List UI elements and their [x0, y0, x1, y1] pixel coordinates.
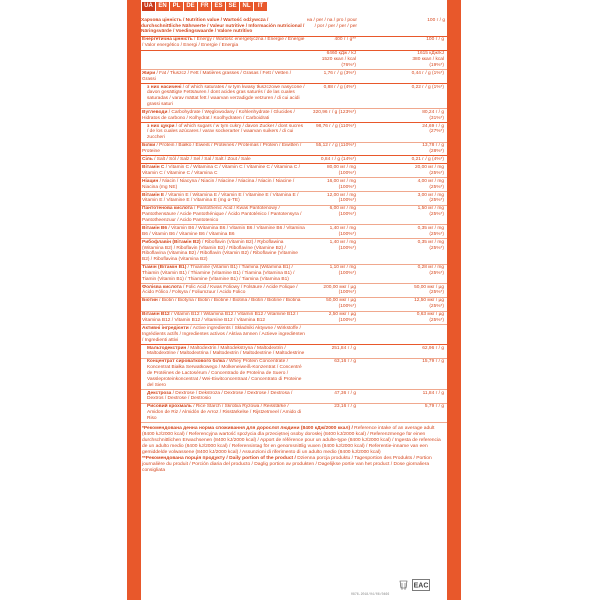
- language-tab-fr[interactable]: FR: [198, 2, 211, 11]
- value-per-100g: 4,00 мг / mg (25%*): [417, 178, 444, 190]
- value-per-serving: 12,00 мг / mg (100%*): [326, 192, 356, 204]
- nutrition-row: [141, 84, 447, 109]
- value-per-100g: 0,35 мг / mg (25%*): [417, 225, 444, 237]
- value-per-serving: [306, 325, 357, 344]
- language-tab-pl[interactable]: PL: [170, 2, 183, 11]
- value-per-serving: 1,76 г / g (3%*): [323, 70, 356, 76]
- value-per-100g: 0,28 мг / mg (25%*): [417, 265, 444, 276]
- footnote-daily-portion: [142, 456, 446, 474]
- nutrient-name: з них насичені / of which saturates / w tym kwasy tłuszczowe nasycone / davon gesättigte Fettsäuren / dont acides gras saturés / de las cuales saturadas / varav mättat fett / waarvan verzadigde vetzuren / di cui acidi grassi saturi: [147, 84, 305, 107]
- language-tab-se[interactable]: SE: [226, 2, 239, 11]
- language-tab-de[interactable]: DE: [184, 2, 197, 11]
- value-per-100g: 15,79 г / g: [422, 359, 444, 365]
- nutrition-panel: [141, 0, 447, 600]
- value-per-serving: 1,10 мг / mg (100%*): [329, 265, 356, 276]
- footnote-portion-text: Dzienna porcja produktu / Tagesportion des Produkts / Portion journalière du produit / Porción diaria del producto / Daglig portion av produkten / Dagelijkse portie van het product / Dose giornaliera consigliata: [142, 455, 432, 473]
- value-spacer: [357, 239, 409, 263]
- value-per-100g: 13,78 г / g (28%*): [422, 143, 444, 155]
- nutrient-name: Біотин / Biotin / Biotyna / Biotin / Biotine / Biotina / Biotin / Biotine / Biotina: [142, 298, 301, 304]
- value-per-100g: 80,24 г / g (31%*): [422, 109, 444, 121]
- value-per-100g: 0,63 мкг / µg (25%*): [416, 312, 444, 324]
- nutrition-row: [141, 109, 447, 123]
- nutrient-name: Сіль / Salt / Sól / Salz / Sel / Sal / Salt / Zout / Sale: [142, 157, 251, 163]
- nutrition-row: [141, 70, 447, 84]
- nutrition-row: [141, 206, 447, 226]
- value-per-serving: 2,50 мкг / µg (100%*): [328, 312, 356, 324]
- bottom-marks: [141, 566, 447, 600]
- footnotes: [141, 423, 447, 473]
- nutrient-name: Ніацин / Niacin / Niacyna / Niacin / Niacine / Niacina / Niacin / Niacine / Niacina (mg NE): [142, 178, 295, 190]
- value-per-100g: 0,35 мг / mg (25%*): [417, 239, 444, 251]
- value-per-100g: 0,21 г / g (4%*): [411, 157, 444, 163]
- nutrition-row: [141, 239, 447, 264]
- value-per-serving: 400 г / g**: [334, 37, 356, 43]
- nutrition-row: [141, 390, 447, 404]
- header-per-100: 100 г / g: [427, 18, 445, 23]
- nutrient-name: [141, 51, 306, 70]
- language-tab-nl[interactable]: NL: [240, 2, 253, 11]
- value-per-serving: 200,00 мкг / µg (100%*): [323, 284, 356, 296]
- food-safe-icon: [399, 580, 408, 593]
- nutrition-rows: [141, 37, 447, 424]
- value-per-serving: 320,96 г / g (123%*): [312, 109, 356, 115]
- language-tab-ua[interactable]: UA: [142, 2, 155, 11]
- footnote-reference-intake: [142, 426, 446, 456]
- value-spacer: [357, 70, 409, 83]
- value-per-100g: 20,00 мг / mg (25%*): [414, 165, 444, 176]
- nutrition-row: [141, 265, 447, 285]
- value-per-serving: 63,16 г / g: [334, 359, 356, 365]
- nutrition-row: [141, 284, 447, 298]
- nutrient-name: Вітамін В6 / Vitamin B6 / Witamina B6 / Vitamin B6 / Vitamine B6 / Vitamina B6 / Vitamin B6 / Vitamine B6 / Vitamina B6: [142, 225, 305, 237]
- value-per-100g: 11,84 г / g: [422, 390, 444, 396]
- value-per-serving: 23,16 г / g: [334, 404, 356, 410]
- value-spacer: [357, 143, 409, 156]
- value-per-serving: 80,00 мг / mg (100%*): [326, 165, 356, 176]
- nutrition-row: [141, 164, 447, 178]
- footnote-portion-bold: **Рекомендована порція продукту / Daily portion of the product /: [142, 455, 296, 461]
- nutrient-name: Жири / Fat / Tłuszcz / Fett / Matières grasses / Grasas / Fett / Vetten / Grassi: [142, 70, 292, 82]
- value-spacer: [357, 123, 409, 142]
- value-per-serving: 0,88 г / g (4%*): [323, 84, 356, 90]
- nutrient-name: Вітамін В12 / Vitamin B12 / Witamina B12 / Vitamin B12 / Vitamine B12 / Vitamina B12 / Vitamin B12 / Vitamine B12 / Vitamina B12: [142, 312, 299, 324]
- right-border-stripe: [447, 0, 461, 600]
- value-spacer: [357, 284, 409, 297]
- value-spacer: [357, 156, 409, 163]
- language-tab-en[interactable]: EN: [156, 2, 169, 11]
- nutrient-name: з них цукри / of which sugars / w tym cukry / davon Zucker / dont sucres / de los cuales azúcares / varav sockerarter / waarvan suikers / di cui zuccheri: [147, 123, 303, 141]
- value-spacer: [357, 164, 409, 177]
- value-spacer: [357, 84, 409, 108]
- nutrition-row: [141, 37, 447, 51]
- value-spacer: [357, 359, 409, 389]
- value-per-serving: 98,76 г / g (110%*): [315, 123, 356, 129]
- value-per-100g: 62,96 г / g: [422, 345, 444, 351]
- nutrition-row: [141, 192, 447, 206]
- nutrient-name: Рибофлавін (Вітамін В2) / Riboflavin (Vitamin B2) / Ryboflawina (Witamina B2) / Riboflavin (Vitamin B2) / Riboflavine (Vitamine B2) / Riboflavina (Vitamina B2) / Riboflavin (Vitamin B2) / Riboflavine (Vitamine B2) / Riboflavina (Vitamina B2): [142, 239, 298, 263]
- value-spacer: [357, 312, 409, 325]
- nutrition-row: [141, 359, 447, 390]
- value-per-100g: 1615 кДж/kJ 380 ккал / kcal (19%*): [412, 51, 444, 68]
- value-spacer: [357, 109, 409, 122]
- eac-mark-text: EAC: [413, 582, 429, 590]
- header-per-serving: на / per / na / pro / pour / por / per / per / per: [306, 18, 357, 29]
- value-per-100g: 5,79 г / g: [424, 404, 444, 410]
- value-spacer: [357, 37, 409, 50]
- nutrition-row: [141, 298, 447, 312]
- nutrition-row: [141, 225, 447, 239]
- value-spacer: [357, 404, 409, 423]
- nutrient-name: Вітамін С / Vitamin C / Witamina C / Vitamin C / Vitamine C / Vitamina C / Vitamin C / Vitamine C / Vitamina C: [142, 165, 300, 176]
- value-per-100g: 1,50 мг / mg (25%*): [417, 206, 444, 218]
- nutrition-row: [141, 345, 447, 359]
- value-spacer: [357, 206, 409, 225]
- nutrient-name: Концентрат сироваткового білка / Whey Protein Concentrate / Koncentrat Białka Serwatkowego / Molkeneiweiß-Konzentrat / Concentré de Protéines de Lactosérum / Concentrado de Proteína de Suero / Vassleproteinkoncentrat / Wei-Eiwitconcentraat / Concentrato di Proteine del Siero: [147, 359, 302, 388]
- nutrition-row: [141, 325, 447, 345]
- nutrition-row: [141, 143, 447, 157]
- eac-mark-icon: [412, 579, 430, 591]
- value-per-serving: 1,40 мг / mg (100%*): [329, 239, 356, 251]
- header-per-serving-spacer: [357, 18, 409, 35]
- nutrient-name: Енергетична цінність / Energy / Wartość energetyczna / Energie / Énergie / Valor energético / Energi / Energie / Energia: [142, 37, 305, 49]
- left-border-stripe: [127, 0, 141, 600]
- value-spacer: [357, 192, 409, 205]
- value-spacer: [357, 225, 409, 238]
- value-per-serving: 1,40 мг / mg (100%*): [329, 225, 356, 237]
- value-per-serving: 16,00 мг / mg (100%*): [326, 178, 356, 190]
- nutrient-name: Вітамін Е / Vitamin E / Witamina E / Vitamin E / Vitamine E / Vitamina E / Vitamin E / Vitamine E / Vitamina E (mg α-TE): [142, 192, 299, 204]
- value-per-100g: 50,00 мкг / µg (25%*): [414, 284, 444, 296]
- nutrient-name: Мальтодекстрин / Maltodextrin / Maltodekstryna / Maltodextrin / Maltodextrine / Maltodextrina / Maltodextrin / Maltodextrine / Maltodestrine: [147, 345, 305, 357]
- nutrition-row: [141, 51, 447, 71]
- nutrition-row: [141, 312, 447, 326]
- nutrient-name: Фолієва кислота / Folic Acid / Kwas Foliowy / Folsäure / Acide Folique / Ácido Fólico / Folsyra / Foliumzuur / Acido Folico: [142, 284, 298, 296]
- value-per-100g: 24,69 г / g (27%*): [422, 123, 444, 135]
- nutrient-name: Тіамін (Вітамін В1) / Thiamine (Vitamin B1) / Tiamina (Witamina B1) / Thiamin (Vitamin B1) / Thiamine (Vitamine B1) / Tiamina (Vitamina B1) / Tiamin (Vitamin B1) / Thiamine (Vitamine B1) / Tiamina (Vitamina B1): [142, 265, 295, 282]
- value-spacer: [357, 51, 409, 70]
- value-per-100g: 12,50 мкг / µg (25%*): [414, 298, 444, 310]
- nutrient-name: Декстроза / Dextrose / Dekstroza / Dextrose / Dextrose / Dextrosa / Dextros / Dextrose / Destrosio: [147, 390, 293, 402]
- value-per-100g: 100 г / g: [426, 37, 444, 43]
- footnote-ri-text: Reference intake of an average adult (8400 kJ/2000 kcal) / Referencyjna wartość spożycia dla przeciętnej osoby dorosłej (8400 kJ/2000 kcal) / Referenzmenge für einen durchschnittlichen Erwachsenen (8400 kJ/2000 kcal) / Apport de référence pour un adulte-type (8400 kJ/2000 kcal) / Ingesta de referencia de un adulto medio (8400 kJ/2000 kcal) / Referensintag för en genomsnittlig vuxen (8400 kJ/2000 kcal) / Referentie-inname van een gemiddelde volwassene (8400 kJ/2000 kcal) / Assunzioni di riferimento di un adulto medio (8400 kJ/2000 kcal): [142, 426, 441, 455]
- value-spacer: [357, 298, 409, 311]
- value-spacer: [357, 325, 409, 344]
- value-per-serving: 50,00 мкг / µg (100%*): [326, 298, 356, 310]
- nutrient-name: Рисовий крохмаль / Rice Starch / Skrobia Ryżowa / Reisstärke / Amidon de Riz / Almidón de Arroz / Risstärkelse / Rijstzetmeel / Amido di Riso: [147, 404, 302, 421]
- nutrient-name: Активні інгредієнти / Active ingredients / Składniki Aktywne / Wirkstoffe / Ingrédients actifs / Ingredientes activos / Aktiva ämnen / Actieve ingrediënten / Ingredienti attivi: [142, 326, 305, 343]
- nutrition-row: [141, 404, 447, 424]
- value-per-serving: 251,84 г / g: [331, 345, 356, 351]
- value-spacer: [357, 178, 409, 191]
- nutrient-name: Білки / Protein / Białko / Eiweiß / Protéines / Proteínas / Protein / Eiwitten / Proteine: [142, 143, 302, 155]
- nutrient-name: Вуглеводи / Carbohydrate / Węglowodany / Kohlenhydrate / Glucides / Hidratos de carbono / Kolhydrat / Koolhydraten / Carboidrati: [142, 109, 295, 121]
- nutrition-row: [141, 123, 447, 143]
- value-per-serving: 6,00 мг / mg (100%*): [329, 206, 356, 218]
- value-spacer: [357, 345, 409, 358]
- value-per-100g: 3,00 мг / mg (25%*): [417, 192, 444, 204]
- table-header: [141, 17, 447, 37]
- value-per-serving: 0,84 г / g (14%*): [320, 157, 356, 163]
- language-bar: [141, 0, 447, 17]
- value-per-serving: 47,36 г / g: [334, 390, 356, 396]
- header-name: Харчова цінність / Nutrition value / Wartość odżywcza / durchschnittliche Nährwerte / Valeur nutritive / Información nutricional / Näringsvärde / Voedingswaarde / Valore nutritivo: [141, 18, 305, 35]
- value-per-serving: 6460 кДж / kJ 1520 ккал / kcal (76%*): [321, 51, 356, 68]
- value-per-serving: 55,12 г / g (110%*): [315, 143, 356, 149]
- value-per-100g: 0,44 г / g (1%*): [411, 70, 444, 76]
- language-tab-es[interactable]: ES: [212, 2, 225, 11]
- value-per-100g: 0,22 г / g (1%*): [411, 84, 444, 90]
- value-spacer: [357, 265, 409, 284]
- value-spacer: [357, 390, 409, 403]
- footnote-ri-bold: *Рекомендована денна норма споживання для дорослої людини (8400 кДж/2000 ккал) /: [142, 426, 353, 432]
- nutrition-row: [141, 178, 447, 192]
- language-tab-it[interactable]: IT: [254, 2, 267, 11]
- value-per-100g: [409, 325, 445, 344]
- nutrition-row: [141, 156, 447, 164]
- nutrient-name: Пантотенова кислота / Pantothenic Acid / Kwas Pantotenowy / Pantothensäure / Acide Pantothénique / Ácido Pantoténico / Pantotensyra / Pantotheenzuur / Acido Pantotenico: [142, 206, 302, 223]
- lot-code: 0876-2018/04/06/0466: [351, 592, 390, 596]
